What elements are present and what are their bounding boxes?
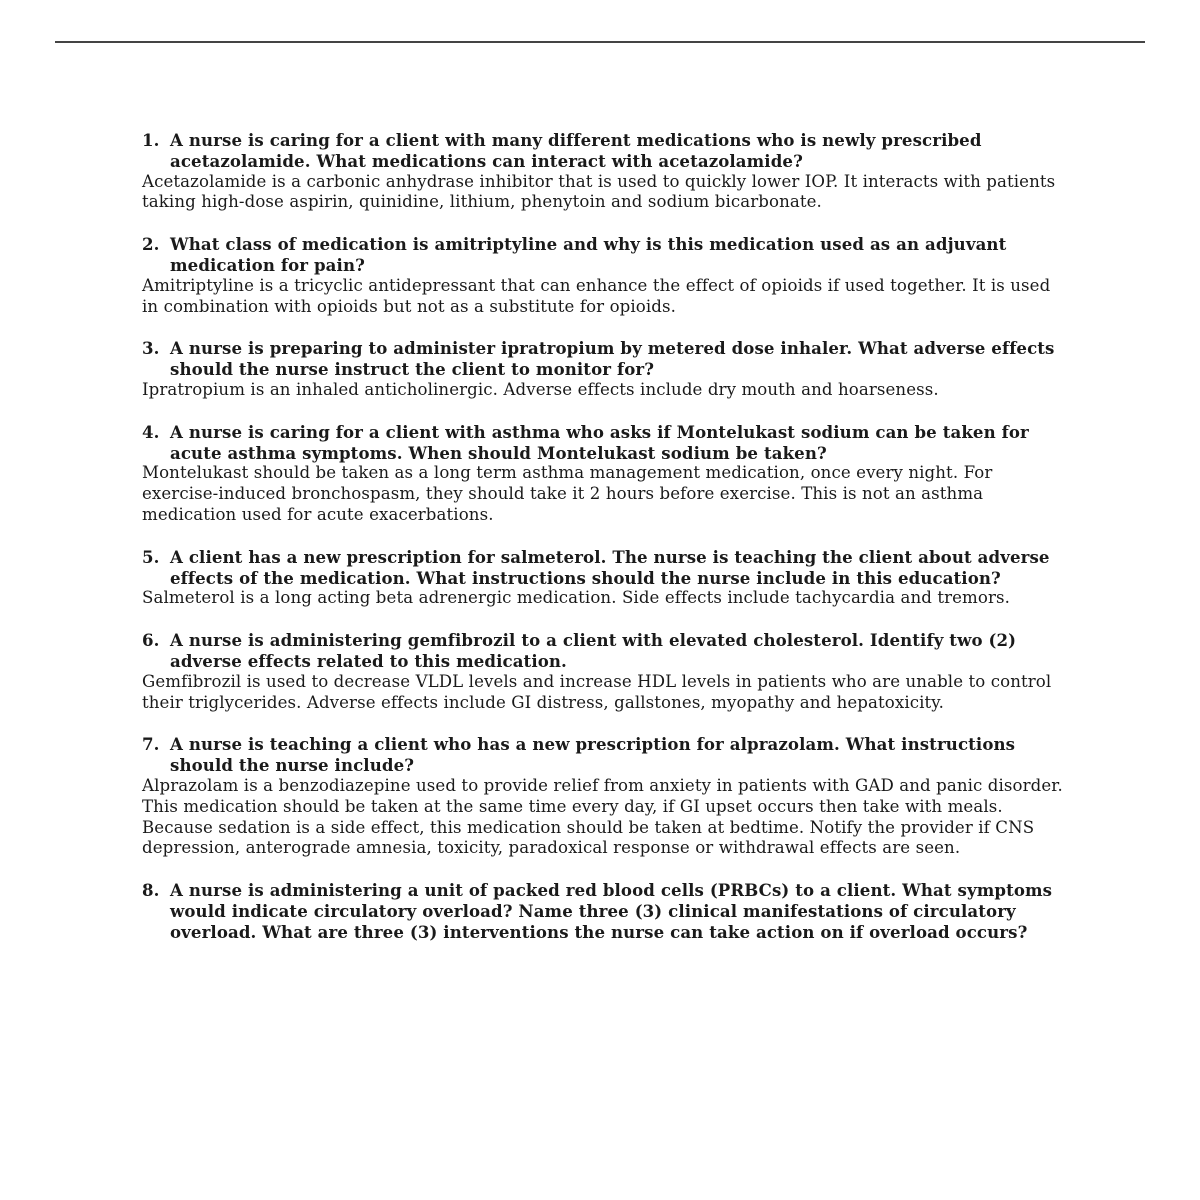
qa-item <box>142 630 1067 713</box>
qa-item <box>142 338 1067 400</box>
answer-text: Ipratropium is an inhaled anticholinergic. Adverse effects include dry mouth and hoarseness. <box>142 379 939 399</box>
question-number: 7. <box>142 734 160 755</box>
header-rule <box>55 41 1145 43</box>
qa-item <box>142 130 1067 213</box>
question-text: A nurse is caring for a client with many different medications who is newly prescribed acetazolamide. What medications can interact with acetazolamide? <box>170 130 982 171</box>
question <box>142 734 1067 776</box>
question-number: 4. <box>142 421 160 442</box>
qa-item <box>142 734 1067 859</box>
answer-text: Salmeterol is a long acting beta adrenergic medication. Side effects include tachycardia and tremors. <box>142 588 1011 608</box>
qa-item <box>142 234 1067 317</box>
question-number: 3. <box>142 338 160 359</box>
answer-text: Montelukast should be taken as a long term asthma management medication, once every night. For exercise-induced bronchospasm, they should take it 2 hours before exercise. This is not an asthma medication used for acute exacerbations. <box>142 463 993 524</box>
question <box>142 630 1067 672</box>
question-text: A nurse is caring for a client with asthma who asks if Montelukast sodium can be taken for acute asthma symptoms. When should Montelukast sodium be taken? <box>170 421 1029 463</box>
question-text: A nurse is administering a unit of packed red blood cells (PRBCs) to a client. What symptoms would indicate circulatory overload? Name three (3) clinical manifestations of circulatory overload. What are three (3) interventions the nurse can take action on if overload occurs? <box>170 880 1053 942</box>
question-number: 8. <box>142 880 160 901</box>
question <box>142 130 1067 172</box>
question-number: 1. <box>142 130 160 150</box>
question-text: A nurse is preparing to administer ipratropium by metered dose inhaler. What adverse effects should the nurse instruct the client to monitor for? <box>170 338 1055 380</box>
question-number: 2. <box>142 234 160 255</box>
question <box>142 338 1067 380</box>
question-text: A client has a new prescription for salmeterol. The nurse is teaching the client about adverse effects of the medication. What instructions should the nurse include in this education? <box>170 546 1050 588</box>
question <box>142 422 1067 464</box>
answer-text: Alprazolam is a benzodiazepine used to provide relief from anxiety in patients with GAD and panic disorder. This medication should be taken at the same time every day, if GI upset occurs then take with meals. Because sedation is a side effect, this medication should be taken at bedtime. Notify the provider if CNS depression, anterograde amnesia, toxicity, paradoxical response or withdrawal effects are seen. <box>142 775 1063 858</box>
question-number: 6. <box>142 630 160 651</box>
question-number: 5. <box>142 546 160 567</box>
qa-item <box>142 547 1067 609</box>
answer-text: Amitriptyline is a tricyclic antidepressant that can enhance the effect of opioids if used together. It is used in combination with opioids but not as a substitute for opioids. <box>142 275 1051 316</box>
qa-item <box>142 422 1067 526</box>
question-text: A nurse is administering gemfibrozil to a client with elevated cholesterol. Identify two (2) adverse effects related to this medication. <box>170 630 1017 671</box>
question <box>142 234 1067 276</box>
qa-item <box>142 880 1067 942</box>
question <box>142 547 1067 589</box>
question-text: What class of medication is amitriptyline and why is this medication used as an adjuvant medication for pain? <box>170 234 1007 275</box>
answer-text: Gemfibrozil is used to decrease VLDL levels and increase HDL levels in patients who are unable to control their triglycerides. Adverse effects include GI distress, gallstones, myopathy and hepatoxicity. <box>142 671 1052 712</box>
question-text: A nurse is teaching a client who has a new prescription for alprazolam. What instructions should the nurse include? <box>170 734 1016 776</box>
document-body <box>142 130 1067 964</box>
question <box>142 880 1067 942</box>
answer-text: Acetazolamide is a carbonic anhydrase inhibitor that is used to quickly lower IOP. It interacts with patients taking high-dose aspirin, quinidine, lithium, phenytoin and sodium bicarbonate. <box>142 171 1056 212</box>
